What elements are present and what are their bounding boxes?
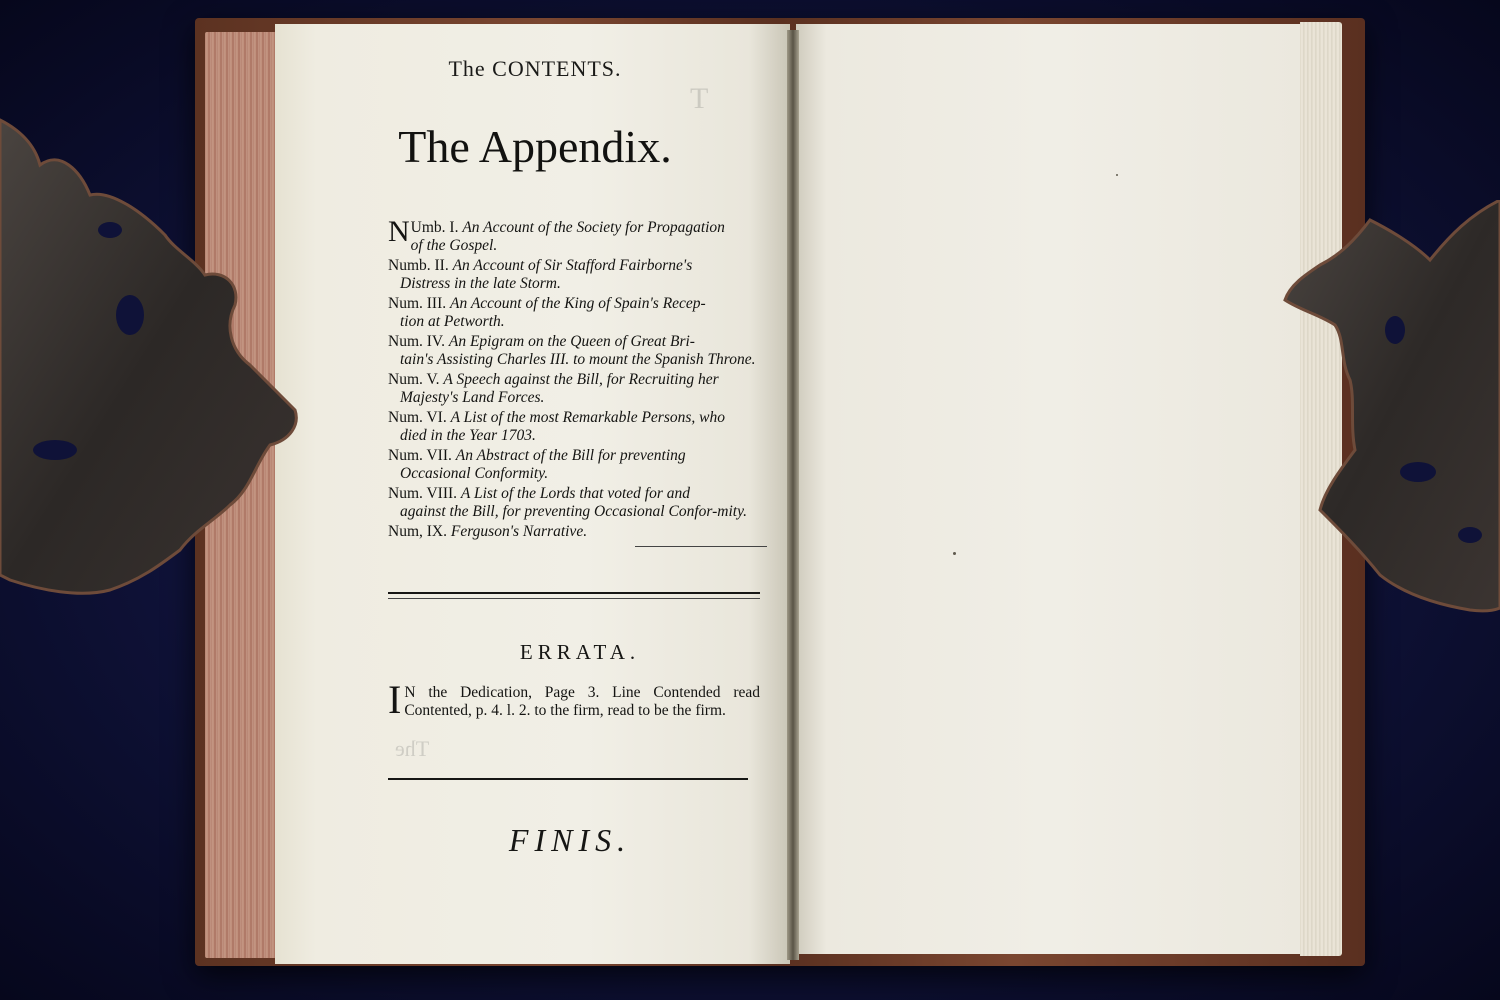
list-item [388, 333, 763, 369]
entry-continuation: died in the Year 1703. [400, 427, 536, 444]
entry-number: Num. IV. [388, 333, 445, 350]
entry-description: An Account of the King of Spain's Recep- [450, 295, 706, 312]
book-clip-right [1280, 200, 1500, 620]
entry-description: Ferguson's Narrative. [450, 523, 588, 540]
paper-speck [1116, 174, 1118, 176]
entry-continuation: tion at Petworth. [400, 313, 505, 330]
clip-hole [116, 295, 144, 335]
list-item [388, 485, 763, 521]
clip-hole [98, 222, 122, 238]
entry-number: Num. V. [388, 371, 440, 388]
entry-description: A List of the most Remarkable Persons, who [450, 409, 725, 426]
entry-continuation: of the Gospel. [410, 237, 498, 254]
header-caps: CONTENTS. [492, 56, 622, 81]
entry-description: A Speech against the Bill, for Recruiting her [443, 371, 719, 388]
errata-heading: ERRATA. [519, 640, 641, 664]
list-item [388, 257, 763, 293]
entry-description: An Abstract of the Bill for preventing [455, 447, 686, 464]
book-gutter [787, 30, 799, 960]
rule-divider [388, 778, 748, 780]
entry-continuation: Distress in the late Storm. [400, 275, 561, 292]
appendix-list [388, 215, 763, 543]
list-item [388, 523, 763, 541]
entry-description: An Epigram on the Queen of Great Bri- [448, 333, 695, 350]
clip-left-body [0, 120, 296, 593]
header-prefix: The [448, 56, 486, 81]
double-rule-top [388, 592, 760, 594]
short-rule [635, 546, 767, 547]
list-item [388, 371, 763, 407]
entry-number: Numb. II. [388, 257, 449, 274]
page-title: The Appendix. [398, 121, 672, 172]
clip-hole [33, 440, 77, 460]
entry-description: A List of the Lords that voted for and [460, 485, 690, 502]
errata-text [388, 677, 760, 722]
double-rule-bottom [388, 598, 760, 599]
finis-colophon: FINIS. [508, 822, 632, 858]
entry-number: Num. VII. [388, 447, 452, 464]
right-page [796, 24, 1306, 954]
clip-hole [1385, 316, 1405, 344]
book-clip-left [0, 110, 300, 610]
list-item [388, 409, 763, 445]
entry-continuation: tain's Assisting Charles III. to mount the Spanish Throne. [400, 351, 756, 368]
bleed-through-mark: The [395, 736, 430, 761]
entry-continuation: against the Bill, for preventing Occasional Confor-mity. [400, 503, 747, 520]
list-item [388, 295, 763, 331]
entry-number: Num. VI. [388, 409, 447, 426]
drop-cap: I [388, 677, 402, 722]
entry-number: Num, IX. [388, 523, 447, 540]
list-item [388, 447, 763, 483]
entry-number: Num. VIII. [388, 485, 458, 502]
list-item [388, 215, 763, 255]
entry-description: An Account of Sir Stafford Fairborne's [452, 257, 693, 274]
entry-number: Num. III. [388, 295, 447, 312]
entry-continuation: Majesty's Land Forces. [400, 389, 545, 406]
entry-description: An Account of the Society for Propagation [462, 219, 725, 236]
drop-cap: N [388, 215, 410, 248]
entry-continuation: Occasional Conformity. [400, 465, 549, 482]
clip-hole [1400, 462, 1436, 482]
clip-hole [1458, 527, 1482, 543]
running-header [380, 56, 690, 82]
entry-number: Umb. I. [410, 219, 459, 236]
clip-right-body [1285, 200, 1500, 611]
paper-speck [953, 552, 956, 555]
errata-body: N the Dedication, Page 3. Line Contended read Contented, p. 4. l. 2. to the firm, read to be the firm. [404, 684, 760, 719]
bleed-through-mark: T [690, 82, 709, 115]
